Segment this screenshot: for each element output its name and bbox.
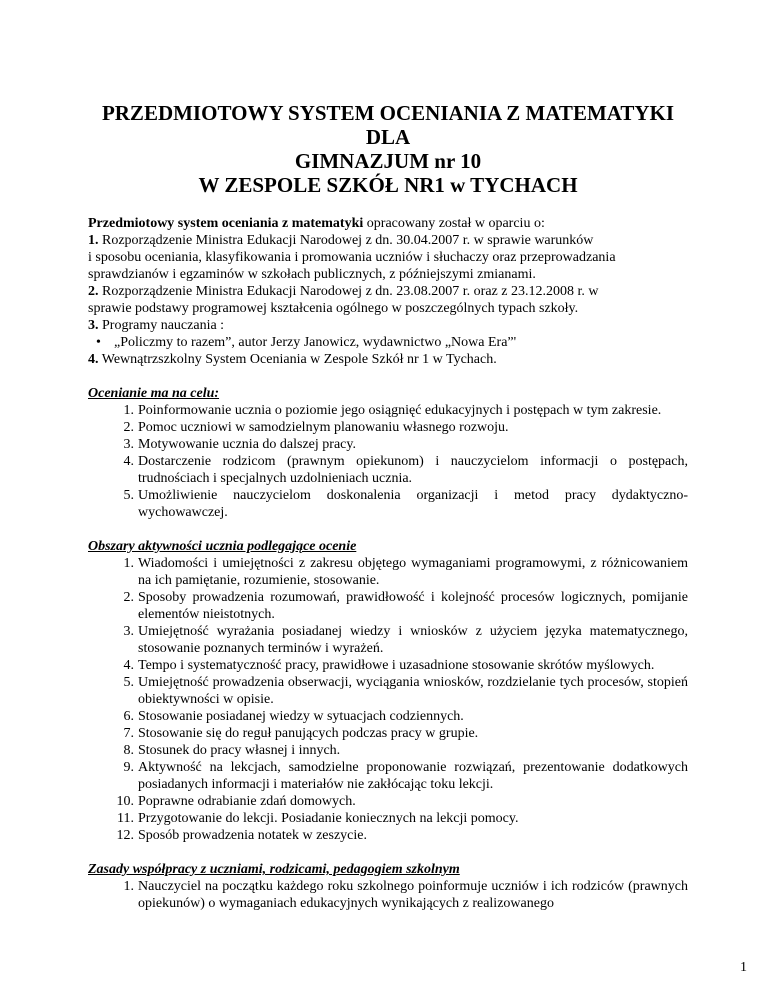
section-3-heading: Zasady współpracy z uczniami, rodzicami, pedagogiem szkolnym — [88, 862, 460, 877]
list-item — [88, 674, 688, 708]
list-item-number: 3. — [123, 437, 134, 452]
intro-item-2 — [88, 283, 688, 300]
list-item-text: Nauczyciel na początku każdego roku szkolnego poinformuje uczniów i ich rodziców (prawnych opiekunów) o wymaganiach edukacyjnych wynikających z realizowanego — [138, 879, 688, 911]
section-2-heading: Obszary aktywności ucznia podlegające ocenie — [88, 539, 357, 554]
list-item — [88, 419, 688, 436]
list-item — [88, 436, 688, 453]
title-line-4: W ZESPOLE SZKÓŁ NR1 w TYCHACH — [198, 173, 578, 197]
list-item-number: 5. — [123, 488, 134, 503]
list-item-number: 6. — [123, 709, 134, 724]
title-line-3: GIMNAZJUM nr 10 — [294, 149, 482, 173]
intro-item-4 — [88, 351, 688, 368]
list-item-number: 5. — [123, 675, 134, 690]
list-item-number: 12. — [116, 828, 134, 843]
section-1-list — [88, 402, 688, 521]
list-item-text: Aktywność na lekcjach, samodzielne proponowanie rozwiązań, prezentowanie dodatkowych posiadanych informacji i materiałów nie zakłócając toku lekcji. — [138, 760, 688, 792]
list-item — [88, 657, 688, 674]
list-item-text: Przygotowanie do lekcji. Posiadanie koniecznych na lekcji pomocy. — [138, 811, 519, 826]
list-item-text: Tempo i systematyczność pracy, prawidłowe i uzasadnione stosowanie skrótów myślowych. — [138, 658, 655, 673]
list-item-text: Umożliwienie nauczycielom doskonalenia organizacji i metod pracy dydaktyczno-wychowawczej. — [138, 488, 688, 520]
list-item — [88, 555, 688, 589]
list-item-text: Motywowanie ucznia do dalszej pracy. — [138, 437, 356, 452]
list-item-number: 2. — [123, 590, 134, 605]
list-item-number: 3. — [123, 624, 134, 639]
list-item — [88, 810, 688, 827]
section-1-heading: Ocenianie ma na celu: — [88, 386, 220, 401]
list-item — [88, 742, 688, 759]
intro-block — [88, 215, 688, 368]
list-item — [88, 827, 688, 844]
list-item-text: Poprawne odrabianie zdań domowych. — [138, 794, 356, 809]
intro-item-2-text: Rozporządzenie Ministra Edukacji Narodowej z dn. 23.08.2007 r. oraz z 23.12.2008 r. w — [98, 284, 599, 299]
bullet-icon: • — [96, 335, 101, 350]
intro-item-1-cont-2: sprawdzianów i egzaminów w szkołach publicznych, z późniejszymi zmianami. — [88, 267, 536, 282]
list-item-number: 1. — [123, 403, 134, 418]
document-page — [88, 0, 688, 912]
page-number: 1 — [740, 960, 747, 975]
section-2-list — [88, 555, 688, 844]
list-item-number: 4. — [123, 454, 134, 469]
list-item-number: 7. — [123, 726, 134, 741]
list-item — [88, 402, 688, 419]
list-item — [88, 708, 688, 725]
list-item-text: Dostarczenie rodzicom (prawnym opiekunom) i nauczycielom informacji o postępach, trudnościach i specjalnych uzdolnieniach ucznia. — [138, 454, 688, 486]
intro-item-1 — [88, 232, 688, 249]
list-item — [88, 793, 688, 810]
intro-item-3-text: Programy nauczania : — [98, 318, 225, 333]
intro-bullet-text: „Policzmy to razem”, autor Jerzy Janowicz, wydawnictwo „Nowa Era”' — [114, 335, 517, 350]
intro-item-3 — [88, 317, 688, 334]
title-line-2: DLA — [365, 125, 411, 149]
list-item-number: 2. — [123, 420, 134, 435]
list-item-text: Stosowanie się do reguł panujących podczas pracy w grupie. — [138, 726, 479, 741]
list-item-text: Sposoby prowadzenia rozumowań, prawidłowość i kolejność procesów logicznych, pomijanie elementów nieistotnych. — [138, 590, 688, 622]
list-item-number: 10. — [116, 794, 134, 809]
list-item — [88, 589, 688, 623]
intro-bullet-line — [96, 334, 688, 351]
intro-item-4-text: Wewnątrzszkolny System Oceniania w Zespole Szkół nr 1 w Tychach. — [98, 352, 497, 367]
list-item-text: Wiadomości i umiejętności z zakresu objętego wymaganiami programowymi, z różnicowaniem na ich pamiętanie, rozumienie, stosowanie. — [138, 556, 688, 588]
list-item-number: 1. — [123, 556, 134, 571]
intro-item-2-number: 2. — [88, 284, 99, 299]
intro-item-1-number: 1. — [88, 233, 99, 248]
list-item-text: Umiejętność prowadzenia obserwacji, wyciągania wniosków, rozdzielanie tych procesów, stopień obiektywności w opisie. — [138, 675, 688, 707]
list-item-number: 1. — [123, 879, 134, 894]
intro-item-2-cont-1: sprawie podstawy programowej kształcenia ogólnego w poszczególnych typach szkoły. — [88, 301, 579, 316]
list-item-text: Poinformowanie ucznia o poziomie jego osiągnięć edukacyjnych i postępach w tym zakresie. — [138, 403, 662, 418]
intro-lead — [88, 215, 688, 232]
intro-item-1-text: Rozporządzenie Ministra Edukacji Narodowej z dn. 30.04.2007 r. w sprawie warunków — [98, 233, 594, 248]
title-line-1: PRZEDMIOTOWY SYSTEM OCENIANIA Z MATEMATYKI — [101, 101, 675, 125]
intro-lead-bold: Przedmiotowy system oceniania z matematyki — [88, 216, 364, 231]
intro-item-3-number: 3. — [88, 318, 99, 333]
list-item-number: 4. — [123, 658, 134, 673]
list-item-text: Stosowanie posiadanej wiedzy w sytuacjach codziennych. — [138, 709, 464, 724]
list-item — [88, 487, 688, 521]
intro-lead-rest: opracowany został w oparciu o: — [363, 216, 545, 231]
list-item — [88, 759, 688, 793]
list-item-text: Pomoc uczniowi w samodzielnym planowaniu własnego rozwoju. — [138, 420, 509, 435]
section-3-list — [88, 878, 688, 912]
list-item-number: 9. — [123, 760, 134, 775]
list-item — [88, 623, 688, 657]
list-item-number: 11. — [117, 811, 134, 826]
list-item-number: 8. — [123, 743, 134, 758]
intro-item-1-cont-1: i sposobu oceniania, klasyfikowania i promowania uczniów i słuchaczy oraz przeprowadzania — [88, 250, 616, 265]
list-item-text: Umiejętność wyrażania posiadanej wiedzy i wniosków z użyciem języka matematycznego, stosowanie poznanych terminów i wyrażeń. — [138, 624, 688, 656]
list-item — [88, 453, 688, 487]
list-item-text: Stosunek do pracy własnej i innych. — [138, 743, 341, 758]
list-item-text: Sposób prowadzenia notatek w zeszycie. — [138, 828, 367, 843]
list-item — [88, 878, 688, 912]
list-item — [88, 725, 688, 742]
intro-item-4-number: 4. — [88, 352, 99, 367]
document-title — [88, 101, 688, 197]
